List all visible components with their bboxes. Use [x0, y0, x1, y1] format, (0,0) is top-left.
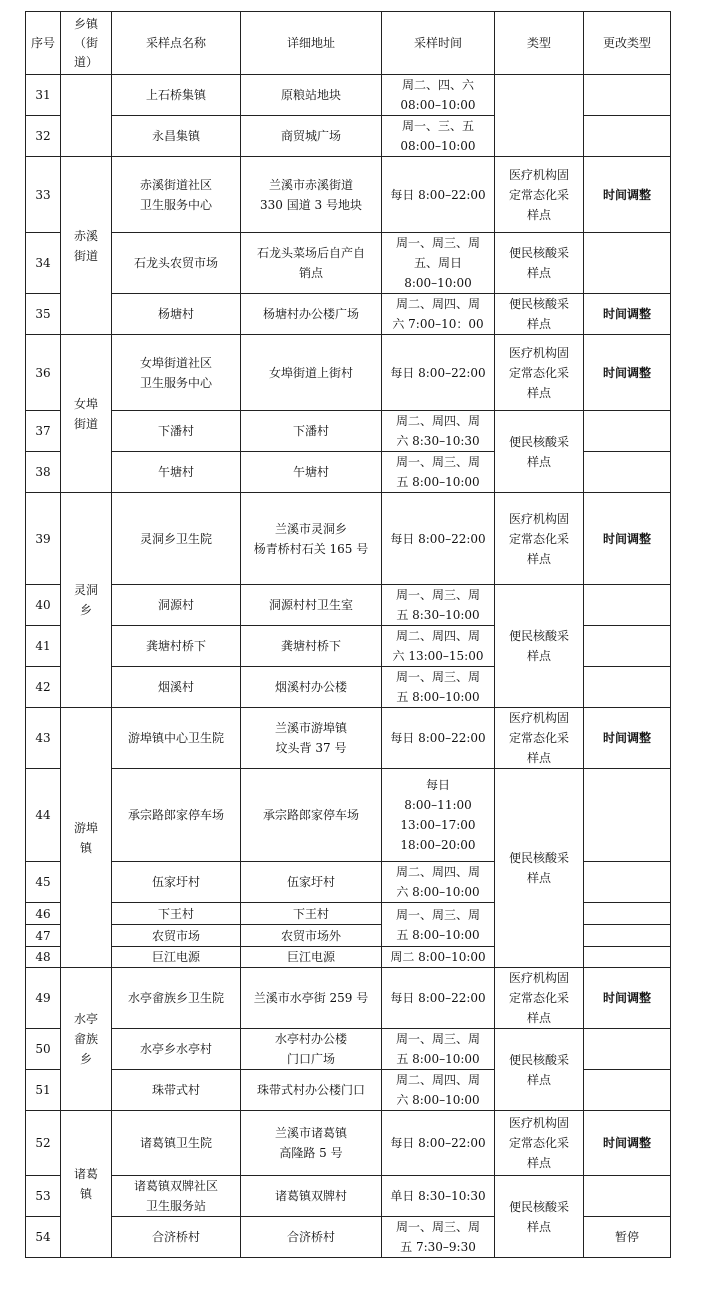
site-type: 医疗机构固 定常态化采 样点: [495, 708, 584, 769]
row-number: 32: [26, 116, 61, 157]
site-type: 便民核酸采 样点: [495, 1176, 584, 1258]
row-number: 43: [26, 708, 61, 769]
change-type: [584, 452, 671, 493]
header-cell: 乡镇 （街 道）: [61, 12, 112, 75]
change-type: [584, 116, 671, 157]
site-time: 周二、周四、周 六 8:00–10:00: [382, 862, 495, 903]
site-address: 下王村: [241, 903, 382, 925]
change-type: [584, 411, 671, 452]
site-time: 周二、周四、周 六 13:00–15:00: [382, 626, 495, 667]
change-type: [584, 1029, 671, 1070]
site-address: 兰溪市游埠镇 坟头背 37 号: [241, 708, 382, 769]
row-number: 36: [26, 335, 61, 411]
change-type: 时间调整: [584, 335, 671, 411]
site-time: 周一、周三、周 五、周日 8:00–10:00: [382, 233, 495, 294]
site-type: [495, 75, 584, 157]
row-number: 46: [26, 903, 61, 925]
site-time: 周一、周三、周 五 8:30–10:00: [382, 585, 495, 626]
site-time: 周一、周三、周 五 7:30–9:30: [382, 1217, 495, 1258]
site-name: 烟溪村: [112, 667, 241, 708]
site-type: 便民核酸采 样点: [495, 411, 584, 493]
table-row: [26, 769, 671, 862]
site-address: 合济桥村: [241, 1217, 382, 1258]
site-address: 兰溪市灵洞乡 杨青桥村石关 165 号: [241, 493, 382, 585]
site-time: 周一、周三、周 五 8:00–10:00: [382, 667, 495, 708]
site-time: 周二、周四、周 六 8:00–10:00: [382, 1070, 495, 1111]
town-cell: 游埠 镇: [61, 708, 112, 968]
site-type: 医疗机构固 定常态化采 样点: [495, 157, 584, 233]
site-name: 诸葛镇卫生院: [112, 1111, 241, 1176]
site-name: 诸葛镇双牌社区 卫生服务站: [112, 1176, 241, 1217]
row-number: 31: [26, 75, 61, 116]
site-address: 伍家圩村: [241, 862, 382, 903]
change-type: 时间调整: [584, 1111, 671, 1176]
site-name: 石龙头农贸市场: [112, 233, 241, 294]
change-type: 时间调整: [584, 157, 671, 233]
table-row: [26, 75, 671, 116]
site-address: 原粮站地块: [241, 75, 382, 116]
site-address: 兰溪市水亭街 259 号: [241, 968, 382, 1029]
table-row: [26, 233, 671, 294]
site-time: 每日 8:00–22:00: [382, 1111, 495, 1176]
row-number: 39: [26, 493, 61, 585]
site-address: 珠带式村办公楼门口: [241, 1070, 382, 1111]
site-time: 周一、周三、周 五 8:00–10:00: [382, 1029, 495, 1070]
site-name: 赤溪街道社区 卫生服务中心: [112, 157, 241, 233]
site-name: 农贸市场: [112, 925, 241, 947]
site-address: 农贸市场外: [241, 925, 382, 947]
header-cell: 采样时间: [382, 12, 495, 75]
site-address: 商贸城广场: [241, 116, 382, 157]
table-row: [26, 968, 671, 1029]
site-name: 女埠街道社区 卫生服务中心: [112, 335, 241, 411]
site-type: 便民核酸采 样点: [495, 1029, 584, 1111]
site-name: 水亭畲族乡卫生院: [112, 968, 241, 1029]
site-address: 承宗路郎家停车场: [241, 769, 382, 862]
site-name: 洞源村: [112, 585, 241, 626]
table-row: [26, 335, 671, 411]
site-name: 游埠镇中心卫生院: [112, 708, 241, 769]
table-row: [26, 1176, 671, 1217]
site-address: 女埠街道上街村: [241, 335, 382, 411]
row-number: 48: [26, 947, 61, 968]
row-number: 51: [26, 1070, 61, 1111]
table-row: [26, 1111, 671, 1176]
site-address: 兰溪市诸葛镇 高隆路 5 号: [241, 1111, 382, 1176]
row-number: 44: [26, 769, 61, 862]
change-type: [584, 626, 671, 667]
site-name: 永昌集镇: [112, 116, 241, 157]
change-type: [584, 1176, 671, 1217]
row-number: 49: [26, 968, 61, 1029]
site-name: 灵洞乡卫生院: [112, 493, 241, 585]
table-row: [26, 157, 671, 233]
change-type: 时间调整: [584, 493, 671, 585]
site-type: 医疗机构固 定常态化采 样点: [495, 1111, 584, 1176]
site-name: 龚塘村桥下: [112, 626, 241, 667]
site-name: 伍家圩村: [112, 862, 241, 903]
town-cell: 女埠 街道: [61, 335, 112, 493]
site-time: 单日 8:30–10:30: [382, 1176, 495, 1217]
change-type: [584, 667, 671, 708]
site-time: 周一、三、五 08:00–10:00: [382, 116, 495, 157]
site-name: 下潘村: [112, 411, 241, 452]
row-number: 52: [26, 1111, 61, 1176]
site-address: 兰溪市赤溪街道 330 国道 3 号地块: [241, 157, 382, 233]
site-time: 周二、周四、周 六 8:30–10:30: [382, 411, 495, 452]
site-name: 珠带式村: [112, 1070, 241, 1111]
site-time: 每日 8:00–22:00: [382, 493, 495, 585]
town-cell: 水亭 畲族 乡: [61, 968, 112, 1111]
site-address: 龚塘村桥下: [241, 626, 382, 667]
header-cell: 详细地址: [241, 12, 382, 75]
site-name: 午塘村: [112, 452, 241, 493]
row-number: 38: [26, 452, 61, 493]
header-row: [26, 12, 671, 75]
site-address: 洞源村村卫生室: [241, 585, 382, 626]
site-address: 下潘村: [241, 411, 382, 452]
sampling-sites-table: [25, 11, 671, 1258]
header-cell: 采样点名称: [112, 12, 241, 75]
row-number: 42: [26, 667, 61, 708]
site-name: 杨塘村: [112, 294, 241, 335]
row-number: 40: [26, 585, 61, 626]
site-time: 每日 8:00–22:00: [382, 335, 495, 411]
site-time: 每日 8:00–11:00 13:00–17:00 18:00–20:00: [382, 769, 495, 862]
change-type: [584, 585, 671, 626]
change-type: 时间调整: [584, 968, 671, 1029]
site-type: 便民核酸采 样点: [495, 294, 584, 335]
site-name: 合济桥村: [112, 1217, 241, 1258]
town-cell: [61, 75, 112, 157]
site-type: 医疗机构固 定常态化采 样点: [495, 968, 584, 1029]
town-cell: 灵洞 乡: [61, 493, 112, 708]
site-type: 便民核酸采 样点: [495, 769, 584, 968]
change-type: [584, 925, 671, 947]
row-number: 50: [26, 1029, 61, 1070]
site-type: 便民核酸采 样点: [495, 233, 584, 294]
site-name: 承宗路郎家停车场: [112, 769, 241, 862]
table-row: [26, 411, 671, 452]
table-row: [26, 493, 671, 585]
table-row: [26, 294, 671, 335]
change-type: 时间调整: [584, 294, 671, 335]
table-row: [26, 708, 671, 769]
row-number: 47: [26, 925, 61, 947]
site-address: 石龙头菜场后自产自 销点: [241, 233, 382, 294]
row-number: 34: [26, 233, 61, 294]
site-type: 便民核酸采 样点: [495, 585, 584, 708]
header-cell: 序号: [26, 12, 61, 75]
change-type: 时间调整: [584, 708, 671, 769]
change-type: [584, 1070, 671, 1111]
site-type: 医疗机构固 定常态化采 样点: [495, 493, 584, 585]
change-type: [584, 947, 671, 968]
site-address: 午塘村: [241, 452, 382, 493]
site-address: 烟溪村办公楼: [241, 667, 382, 708]
change-type: 暂停: [584, 1217, 671, 1258]
site-time: 周一、周三、周 五 8:00–10:00: [382, 903, 495, 947]
site-name: 水亭乡水亭村: [112, 1029, 241, 1070]
site-address: 杨塘村办公楼广场: [241, 294, 382, 335]
row-number: 41: [26, 626, 61, 667]
table-row: [26, 585, 671, 626]
header-cell: 类型: [495, 12, 584, 75]
site-time: 周二 8:00–10:00: [382, 947, 495, 968]
town-cell: 诸葛 镇: [61, 1111, 112, 1258]
site-time: 每日 8:00–22:00: [382, 708, 495, 769]
row-number: 35: [26, 294, 61, 335]
row-number: 37: [26, 411, 61, 452]
header-cell: 更改类型: [584, 12, 671, 75]
site-time: 周二、四、六 08:00–10:00: [382, 75, 495, 116]
site-time: 每日 8:00–22:00: [382, 157, 495, 233]
row-number: 33: [26, 157, 61, 233]
site-name: 下王村: [112, 903, 241, 925]
site-time: 周一、周三、周 五 8:00–10:00: [382, 452, 495, 493]
town-cell: 赤溪 街道: [61, 157, 112, 335]
change-type: [584, 862, 671, 903]
row-number: 53: [26, 1176, 61, 1217]
site-address: 巨江电源: [241, 947, 382, 968]
change-type: [584, 233, 671, 294]
site-time: 每日 8:00–22:00: [382, 968, 495, 1029]
row-number: 45: [26, 862, 61, 903]
row-number: 54: [26, 1217, 61, 1258]
change-type: [584, 75, 671, 116]
site-address: 诸葛镇双牌村: [241, 1176, 382, 1217]
table-row: [26, 1029, 671, 1070]
change-type: [584, 769, 671, 862]
site-name: 上石桥集镇: [112, 75, 241, 116]
change-type: [584, 903, 671, 925]
site-address: 水亭村办公楼 门口广场: [241, 1029, 382, 1070]
site-name: 巨江电源: [112, 947, 241, 968]
site-time: 周二、周四、周 六 7:00–10：00: [382, 294, 495, 335]
site-type: 医疗机构固 定常态化采 样点: [495, 335, 584, 411]
